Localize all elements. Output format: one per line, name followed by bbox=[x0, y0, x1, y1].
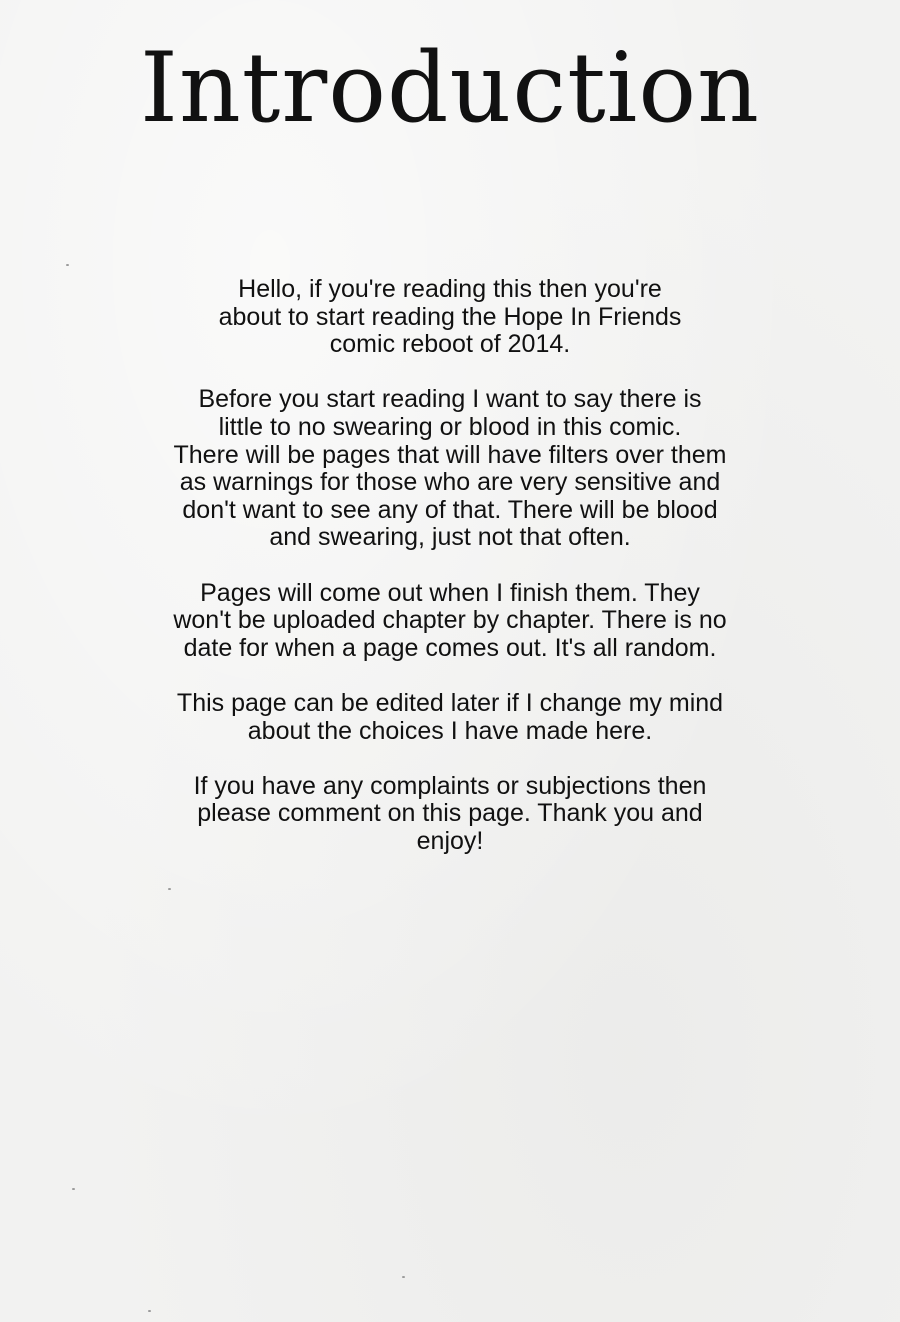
text-line: Hello, if you're reading this then you're bbox=[238, 275, 662, 303]
paper-speck bbox=[66, 264, 69, 266]
text-line: please comment on this page. Thank you and bbox=[197, 799, 703, 828]
text-line: Before you start reading I want to say there is bbox=[198, 385, 702, 414]
paragraph-feedback bbox=[100, 773, 800, 856]
text-line: enjoy! bbox=[416, 826, 484, 855]
page-title: Introduction bbox=[140, 32, 760, 144]
text-line: If you have any complaints or subjections then bbox=[193, 771, 707, 800]
text-line: about to start reading the Hope In Friends bbox=[218, 302, 682, 331]
text-line: There will be pages that will have filters over them bbox=[173, 440, 727, 469]
text-line: Pages will come out when I finish them. They bbox=[200, 578, 700, 607]
text-line: don't want to see any of that. There will be blood bbox=[182, 495, 718, 524]
introduction-body bbox=[100, 276, 800, 883]
paper-speck bbox=[148, 1310, 151, 1312]
text-line: This page can be edited later if I change my mind bbox=[176, 688, 724, 717]
paragraph-schedule bbox=[100, 580, 800, 663]
paper-speck bbox=[168, 888, 171, 890]
paragraph-content-warning bbox=[100, 386, 800, 552]
text-line: and swearing, just not that often. bbox=[269, 523, 631, 552]
text-line: date for when a page comes out. It's all random. bbox=[183, 633, 717, 662]
paragraph-greeting bbox=[100, 276, 800, 359]
paper-speck bbox=[72, 1188, 75, 1190]
paper-speck bbox=[402, 1276, 405, 1278]
text-line: about the choices I have made here. bbox=[247, 716, 653, 745]
text-line: comic reboot of 2014. bbox=[329, 330, 571, 359]
text-line: as warnings for those who are very sensitive and bbox=[179, 468, 721, 497]
paragraph-edits bbox=[100, 690, 800, 745]
text-line: little to no swearing or blood in this comic. bbox=[218, 412, 682, 441]
text-line: won't be uploaded chapter by chapter. There is no bbox=[173, 606, 727, 635]
